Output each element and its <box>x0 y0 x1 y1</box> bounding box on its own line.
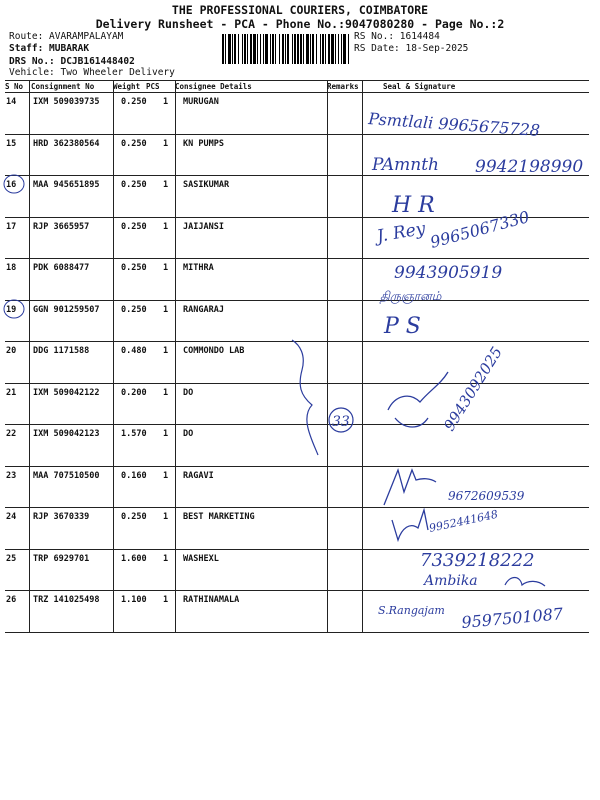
signature-row-17a: J. Rey <box>375 218 427 247</box>
row-consignee: COMMONDO LAB <box>183 346 245 356</box>
signature-row-15b: 9942198990 <box>475 157 584 177</box>
barcode-bar <box>275 34 276 64</box>
row-consignee: WASHEXL <box>183 553 219 564</box>
barcode-bar <box>341 34 342 64</box>
row-sno: 20 <box>6 346 17 356</box>
row-pcs: 1 <box>163 263 169 273</box>
rs-number: RS No.: 1614484 <box>354 31 440 42</box>
row-consignment: TRP 6929701 <box>33 553 90 564</box>
barcode-bar <box>331 34 334 64</box>
barcode-bar <box>292 34 293 64</box>
row-consignee: SASIKUMAR <box>183 180 230 190</box>
table-row <box>5 466 589 507</box>
table-row <box>5 217 589 258</box>
signature-row-16: H R <box>392 193 435 218</box>
barcode-bar <box>238 34 239 64</box>
row-sno: 15 <box>6 138 17 149</box>
signature-row-14: Psmtlali 9965675728 <box>367 109 541 140</box>
row-weight: 0.200 <box>121 387 147 398</box>
barcode-bar <box>222 34 224 64</box>
signature-row-26a: S.Rangajam <box>378 604 445 617</box>
row-consignment: TRZ 141025498 <box>33 595 100 605</box>
barcode-bar <box>325 34 326 64</box>
row-pcs: 1 <box>163 138 169 149</box>
barcode-bar <box>343 34 346 64</box>
barcode-bar <box>279 34 280 64</box>
barcode-bar <box>328 34 330 64</box>
row-consignment: IXM 509042122 <box>33 387 100 398</box>
row-divider <box>5 632 589 633</box>
barcode-bar <box>234 34 236 64</box>
row-weight: 1.570 <box>121 429 147 439</box>
row-weight: 0.250 <box>121 221 147 232</box>
table-row <box>5 507 589 548</box>
table-row <box>5 300 589 341</box>
row-consignee: RAGAVI <box>183 470 214 481</box>
row-weight: 0.250 <box>121 97 147 107</box>
table-row <box>5 134 589 175</box>
signature-row-19: P S <box>384 314 421 339</box>
row-sno: 16 <box>6 180 17 190</box>
runsheet-title: THE PROFESSIONAL COURIERS, COIMBATORE <box>171 3 429 17</box>
row-weight: 0.250 <box>121 263 147 273</box>
row-weight: 1.100 <box>121 595 147 605</box>
row-consignee: RATHINAMALA <box>183 595 240 605</box>
barcode-bar <box>285 34 286 64</box>
barcode-bar <box>287 34 289 64</box>
col-header-signature: Seal & Signature <box>383 82 456 91</box>
barcode-bar <box>265 34 268 64</box>
row-weight: 0.250 <box>121 180 147 190</box>
row-sno: 22 <box>6 429 17 439</box>
barcode-bar <box>312 34 314 64</box>
col-header-weight: Weight <box>113 82 141 91</box>
row-consignment: RJP 3670339 <box>33 512 90 522</box>
col-header-consignee: Consignee Details <box>175 82 252 91</box>
row-sno: 21 <box>6 387 17 398</box>
margin-number: 33 <box>332 414 350 430</box>
barcode-bar <box>310 34 311 64</box>
barcode-bar <box>300 34 302 64</box>
barcode-bar <box>263 34 264 64</box>
signature-row-24: 9952441648 <box>427 507 500 535</box>
barcode-bar <box>322 34 324 64</box>
row-pcs: 1 <box>163 595 169 605</box>
row-consignee: BEST MARKETING <box>183 512 255 522</box>
table-row <box>5 590 589 631</box>
signature-row-17b: 9965067330 <box>428 207 532 252</box>
barcode-bar <box>335 34 336 64</box>
row-consignee: DO <box>183 429 194 439</box>
row-sno: 18 <box>6 263 17 273</box>
table-row <box>5 175 589 216</box>
table-row <box>5 424 589 465</box>
table-row <box>5 92 589 133</box>
row-pcs: 1 <box>163 470 169 481</box>
row-weight: 0.160 <box>121 470 147 481</box>
row-sno: 23 <box>6 470 17 481</box>
barcode-bar <box>225 34 226 64</box>
barcode-bar <box>316 34 317 64</box>
row-weight: 0.250 <box>121 138 147 149</box>
barcode-bar <box>320 34 321 64</box>
row-weight: 0.250 <box>121 512 147 522</box>
barcode-bar <box>232 34 233 64</box>
signature-row-26b: 9597501087 <box>460 604 564 632</box>
signature-row-25a: 7339218222 <box>420 550 535 571</box>
row-consignee: DO <box>183 387 194 398</box>
row-pcs: 1 <box>163 429 169 439</box>
row-pcs: 1 <box>163 180 169 190</box>
row-sno: 14 <box>6 97 17 107</box>
row-consignee: MURUGAN <box>183 97 219 107</box>
barcode-bar <box>338 34 339 64</box>
barcode-bar <box>348 34 349 64</box>
barcode-bar <box>253 34 256 64</box>
table-row <box>5 258 589 299</box>
row-sno: 17 <box>6 221 17 232</box>
row-pcs: 1 <box>163 221 169 232</box>
barcode-bar <box>260 34 261 64</box>
barcode-bar <box>306 34 309 64</box>
route-label: Route: AVARAMPALAYAM <box>9 31 124 42</box>
row-consignment: MAA 945651895 <box>33 180 100 190</box>
row-pcs: 1 <box>163 387 169 398</box>
row-pcs: 1 <box>163 97 169 107</box>
vehicle-label: Vehicle: Two Wheeler Delivery <box>9 67 175 78</box>
row-consignment: HRD 362380564 <box>33 138 100 149</box>
table-row <box>5 383 589 424</box>
row-sno: 19 <box>6 304 17 315</box>
runsheet-subtitle: Delivery Runsheet - PCA - Phone No.:9047080280 - Page No.:2 <box>95 17 505 31</box>
row-consignee: JAIJANSI <box>183 221 224 232</box>
row-consignment: PDK 6088477 <box>33 263 90 273</box>
col-header-sno: S No <box>5 82 24 91</box>
signature-row-20: 9943092025 <box>440 343 506 435</box>
signature-row-23: 9672609539 <box>448 489 525 503</box>
barcode-bar <box>270 34 271 64</box>
row-consignee: KN PUMPS <box>183 138 224 149</box>
barcode-bar <box>228 34 231 64</box>
col-header-consignment: Consignment No <box>31 82 95 91</box>
row-pcs: 1 <box>163 512 169 522</box>
row-weight: 1.600 <box>121 553 147 564</box>
row-sno: 25 <box>6 553 17 564</box>
barcode <box>222 34 350 64</box>
row-consignment: DDG 1171588 <box>33 346 90 356</box>
signature-row-25b: Ambika <box>424 573 478 589</box>
barcode-bar <box>297 34 299 64</box>
barcode-bar <box>282 34 284 64</box>
row-consignee: MITHRA <box>183 263 214 273</box>
row-consignment: MAA 707510500 <box>33 470 100 481</box>
barcode-bar <box>242 34 243 64</box>
barcode-bar <box>247 34 248 64</box>
signature-row-18a: 9943905919 <box>394 263 503 283</box>
barcode-bar <box>244 34 246 64</box>
row-pcs: 1 <box>163 346 169 356</box>
table-row <box>5 549 589 590</box>
staff-label: Staff: MUBARAK <box>9 43 90 54</box>
col-header-remarks: Remarks <box>327 82 359 91</box>
row-consignment: RJP 3665957 <box>33 221 90 232</box>
barcode-bar <box>294 34 296 64</box>
table-top-border <box>5 80 589 81</box>
row-pcs: 1 <box>163 553 169 564</box>
row-sno: 26 <box>6 595 17 605</box>
table-row <box>5 341 589 382</box>
rs-date: RS Date: 18-Sep-2025 <box>354 43 469 54</box>
row-sno: 24 <box>6 512 17 522</box>
signature-row-18b: திருஞானம் <box>380 289 442 303</box>
row-consignee: RANGARAJ <box>183 304 224 315</box>
col-header-pcs: PCS <box>146 82 160 91</box>
barcode-bar <box>257 34 258 64</box>
row-consignment: IXM 509039735 <box>33 97 100 107</box>
drs-label: DRS No.: DCJB161448402 <box>9 56 135 67</box>
row-weight: 0.480 <box>121 346 147 356</box>
barcode-bar <box>272 34 274 64</box>
row-consignment: GGN 901259507 <box>33 304 100 315</box>
row-consignment: IXM 509042123 <box>33 429 100 439</box>
barcode-bar <box>250 34 252 64</box>
signature-row-15a: PAmnth <box>372 155 440 175</box>
row-weight: 0.250 <box>121 304 147 315</box>
row-pcs: 1 <box>163 304 169 315</box>
barcode-bar <box>303 34 304 64</box>
